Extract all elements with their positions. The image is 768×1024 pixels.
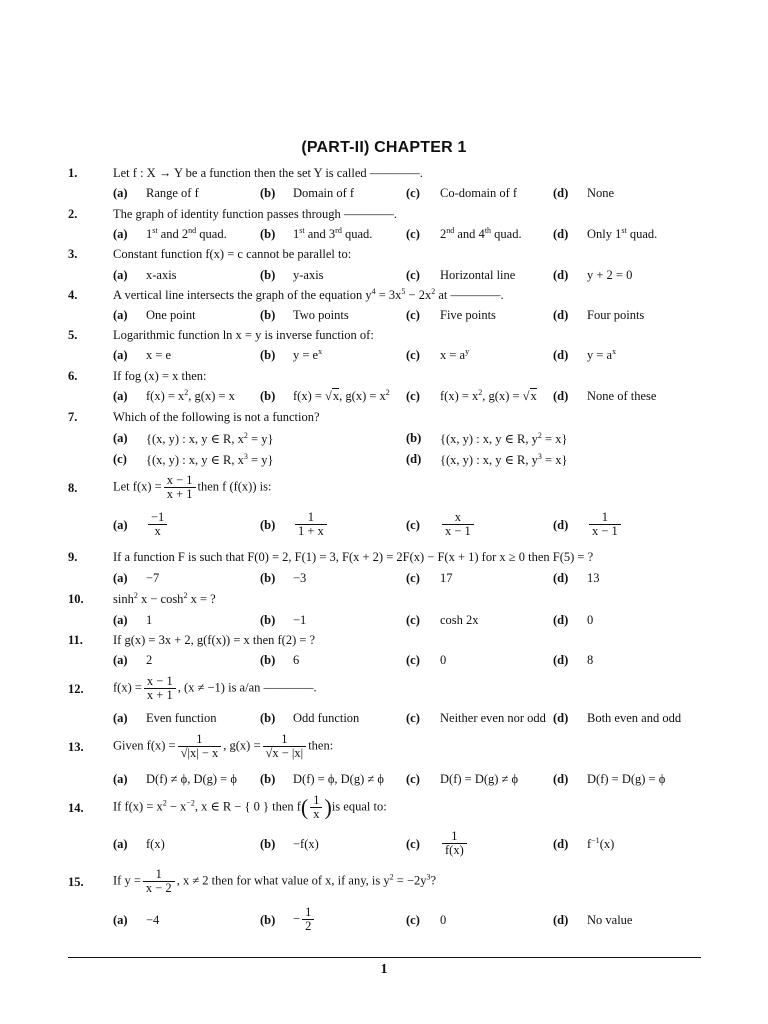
question-number: 9. — [68, 550, 78, 564]
option-a: Range of f — [146, 186, 199, 200]
question-number: 1. — [68, 166, 78, 180]
question-text: If y = $\frac{1}{x - 2}$ , x ≠ 2 then for what value of x, if any, is $y^2 = -2y^3$? — [113, 867, 437, 895]
option-label-c: (c) — [406, 571, 420, 585]
option-label-d: (d) — [553, 268, 569, 282]
option-b: Domain of f — [293, 186, 355, 200]
option-label-b: (b) — [260, 772, 276, 786]
question-text: Which of the following is not a function? — [113, 410, 320, 424]
option-b: {(x, y) : x, y ∈ R, $y^2 = x$} — [440, 431, 568, 446]
option-label-c: (c) — [406, 389, 420, 403]
option-label-d: (d) — [553, 186, 569, 200]
option-b: − $\frac{1}{2}$ — [293, 906, 316, 933]
option-d: Only 1st quad. — [587, 226, 658, 241]
option-label-d: (d) — [553, 389, 569, 403]
option-label-b: (b) — [260, 711, 276, 725]
option-c: 0 — [440, 913, 447, 927]
option-d: D(f) = D(g) = ϕ — [587, 772, 666, 786]
option-label-b: (b) — [260, 227, 276, 241]
fraction: $\frac{x - 1}{x + 1}$ — [144, 675, 176, 702]
option-a: {(x, y) : x, y ∈ R, $x^2 = y$} — [146, 431, 274, 446]
option-label-d: (d) — [553, 518, 569, 532]
option-d: 0 — [587, 613, 594, 627]
option-a: Even function — [146, 711, 217, 725]
question-text: Let f(x) = $\frac{x - 1}{x + 1}$ then f (f(x)) is: — [113, 473, 272, 501]
question-number: 2. — [68, 207, 78, 221]
option-c: $\frac{x}{x - 1}$ — [440, 511, 476, 538]
option-label-a: (a) — [113, 837, 128, 851]
option-c: D(f) = D(g) ≠ ϕ — [440, 772, 519, 786]
option-label-b: (b) — [260, 186, 276, 200]
option-label-a: (a) — [113, 772, 128, 786]
footer-rule — [68, 957, 701, 958]
option-b: −1 — [293, 613, 307, 627]
option-c: {(x, y) : x, y ∈ R, $x^3 = y$} — [146, 452, 274, 467]
option-d: Four points — [587, 308, 645, 322]
option-label-c: (c) — [406, 348, 420, 362]
option-a: 1st and 2nd quad. — [146, 226, 227, 241]
question-number: 10. — [68, 592, 84, 606]
option-label-a: (a) — [113, 186, 128, 200]
page-number: 1 — [380, 962, 388, 977]
option-label-a: (a) — [113, 913, 128, 927]
option-a: f(x) — [146, 837, 165, 851]
option-label-c: (c) — [406, 837, 420, 851]
option-label-b: (b) — [260, 571, 276, 585]
question-number: 4. — [68, 288, 78, 302]
option-label-c: (c) — [406, 308, 420, 322]
option-label-a: (a) — [113, 389, 128, 403]
question-number: 3. — [68, 247, 78, 261]
option-label-c: (c) — [406, 653, 420, 667]
option-label-c: (c) — [406, 518, 420, 532]
fraction: $\frac{1}{√|x| - x}$ — [178, 733, 222, 760]
option-label-c: (c) — [406, 772, 420, 786]
option-c: Neither even nor odd — [440, 711, 546, 725]
option-label-b: (b) — [260, 389, 276, 403]
option-label-d: (d) — [553, 837, 569, 851]
question-text: If g(x) = 3x + 2, g(f(x)) = x then f(2) = ? — [113, 633, 316, 647]
option-b: Odd function — [293, 711, 360, 725]
option-c: Horizontal line — [440, 268, 516, 282]
question-text: Constant function f(x) = c cannot be parallel to: — [113, 247, 352, 261]
option-b: Two points — [293, 308, 349, 322]
option-c: Co-domain of f — [440, 186, 518, 200]
option-a: x = e — [146, 348, 172, 362]
option-c: $f(x) = x^2$, g(x) = √x — [440, 388, 537, 403]
option-d: No value — [587, 913, 633, 927]
option-d: {(x, y) : x, y ∈ R, $y^3 = x$} — [440, 452, 568, 467]
option-label-b: (b) — [260, 348, 276, 362]
option-d: 13 — [587, 571, 600, 585]
fraction: $\frac{1}{√x - |x|}$ — [263, 733, 307, 760]
option-c: 17 — [440, 571, 453, 585]
option-d: Both even and odd — [587, 711, 682, 725]
fraction: $\frac{1}{x - 2}$ — [143, 868, 175, 895]
option-d: None — [587, 186, 615, 200]
option-a: $f(x) = x^2$, g(x) = x — [146, 388, 235, 403]
fraction: $\frac{1}{x}$ — [310, 794, 322, 821]
option-label-d: (d) — [406, 452, 422, 466]
option-label-a: (a) — [113, 571, 128, 585]
option-label-a: (a) — [113, 348, 128, 362]
question-text: $\sinh^2 x - \cosh^2 x$ = ? — [113, 591, 216, 606]
option-label-c: (c) — [406, 613, 420, 627]
question-number: 14. — [68, 801, 84, 815]
option-label-d: (d) — [553, 571, 569, 585]
question-text: If fog (x) = x then: — [113, 369, 207, 383]
option-c: Five points — [440, 308, 496, 322]
option-label-d: (d) — [553, 613, 569, 627]
option-label-a: (a) — [113, 653, 128, 667]
option-label-c: (c) — [406, 268, 420, 282]
option-label-a: (a) — [113, 308, 128, 322]
option-label-a: (a) — [113, 613, 128, 627]
option-label-d: (d) — [553, 653, 569, 667]
option-b: −f(x) — [293, 837, 319, 851]
option-label-b: (b) — [260, 837, 276, 851]
question-number: 6. — [68, 369, 78, 383]
option-c: $\frac{1}{f(x)}$ — [440, 830, 469, 857]
question-number: 8. — [68, 481, 78, 495]
option-label-b: (b) — [260, 268, 276, 282]
option-b: $y = e^x$ — [293, 347, 323, 362]
option-a: 2 — [146, 653, 153, 667]
option-label-d: (d) — [553, 913, 569, 927]
question-text: If $f(x) = x^2 - x^{-2}$, x ∈ R − { 0 } then f( $\frac{1}{x}$ )is equal to: — [113, 793, 387, 821]
question-number: 12. — [68, 682, 84, 696]
option-label-d: (d) — [553, 772, 569, 786]
option-d: $y = a^x$ — [587, 347, 617, 362]
option-d: None of these — [587, 389, 657, 403]
option-label-c: (c) — [406, 186, 420, 200]
option-d: $\frac{1}{x - 1}$ — [587, 511, 623, 538]
option-a: 1 — [146, 613, 153, 627]
option-label-d: (d) — [553, 348, 569, 362]
option-b: f(x) = √x, $g(x) = x^2$ — [293, 388, 390, 403]
option-b: D(f) = ϕ, D(g) ≠ ϕ — [293, 772, 384, 786]
option-label-d: (d) — [553, 308, 569, 322]
option-label-c: (c) — [113, 452, 127, 466]
option-d: y + 2 = 0 — [587, 268, 633, 282]
question-text: If a function F is such that F(0) = 2, F(1) = 3, F(x + 2) = 2F(x) − F(x + 1) for x ≥ 0 then F(5) = ? — [113, 550, 594, 564]
question-text: Given f(x) = $\frac{1}{√|x| - x}$ , g(x) = $\frac{1}{√x - |x|}$ then: — [113, 732, 334, 760]
question-number: 13. — [68, 740, 84, 754]
question-number: 15. — [68, 875, 84, 889]
option-b: 6 — [293, 653, 300, 667]
option-label-b: (b) — [260, 653, 276, 667]
option-c: cosh 2x — [440, 613, 479, 627]
option-c: 0 — [440, 653, 447, 667]
option-label-d: (d) — [553, 227, 569, 241]
question-text: Let f : X → Y be a function then the set Y is called ————. — [113, 166, 423, 180]
option-a: −4 — [146, 913, 160, 927]
option-label-b: (b) — [260, 913, 276, 927]
question-number: 7. — [68, 410, 78, 424]
option-a: $\frac{-1}{x}$ — [146, 511, 169, 538]
option-label-a: (a) — [113, 518, 128, 532]
option-label-b: (b) — [260, 613, 276, 627]
fraction: $\frac{x - 1}{x + 1}$ — [164, 474, 196, 501]
option-label-b: (b) — [260, 518, 276, 532]
option-a: x-axis — [146, 268, 177, 282]
option-label-c: (c) — [406, 711, 420, 725]
option-label-c: (c) — [406, 227, 420, 241]
option-b: 1st and 3rd quad. — [293, 226, 373, 241]
question-text: The graph of identity function passes through ————. — [113, 207, 397, 221]
option-d: $f^{-1}(x)$ — [587, 836, 615, 851]
chapter-title: (PART-II) CHAPTER 1 — [301, 139, 467, 156]
option-label-a: (a) — [113, 711, 128, 725]
question-text: A vertical line intersects the graph of the equation $y^4 = 3x^5 - 2x^2$ at ————. — [113, 287, 504, 302]
option-label-a: (a) — [113, 431, 128, 445]
question-number: 11. — [68, 633, 83, 647]
option-label-b: (b) — [260, 308, 276, 322]
option-a: One point — [146, 308, 196, 322]
question-number: 5. — [68, 328, 78, 342]
option-label-d: (d) — [553, 711, 569, 725]
option-c: 2nd and 4th quad. — [440, 226, 522, 241]
option-label-c: (c) — [406, 913, 420, 927]
option-b: −3 — [293, 571, 307, 585]
question-text: Logarithmic function ln x = y is inverse function of: — [113, 328, 374, 342]
option-c: $x = a^y$ — [440, 347, 470, 362]
option-a: D(f) ≠ ϕ, D(g) = ϕ — [146, 772, 237, 786]
option-label-a: (a) — [113, 227, 128, 241]
option-d: 8 — [587, 653, 594, 667]
option-a: −7 — [146, 571, 160, 585]
question-text: f(x) = $\frac{x - 1}{x + 1}$ , (x ≠ −1) is a/an ————. — [113, 674, 317, 702]
option-label-b: (b) — [406, 431, 422, 445]
option-b: $\frac{1}{1 + x}$ — [293, 511, 329, 538]
option-b: y-axis — [293, 268, 324, 282]
option-label-a: (a) — [113, 268, 128, 282]
